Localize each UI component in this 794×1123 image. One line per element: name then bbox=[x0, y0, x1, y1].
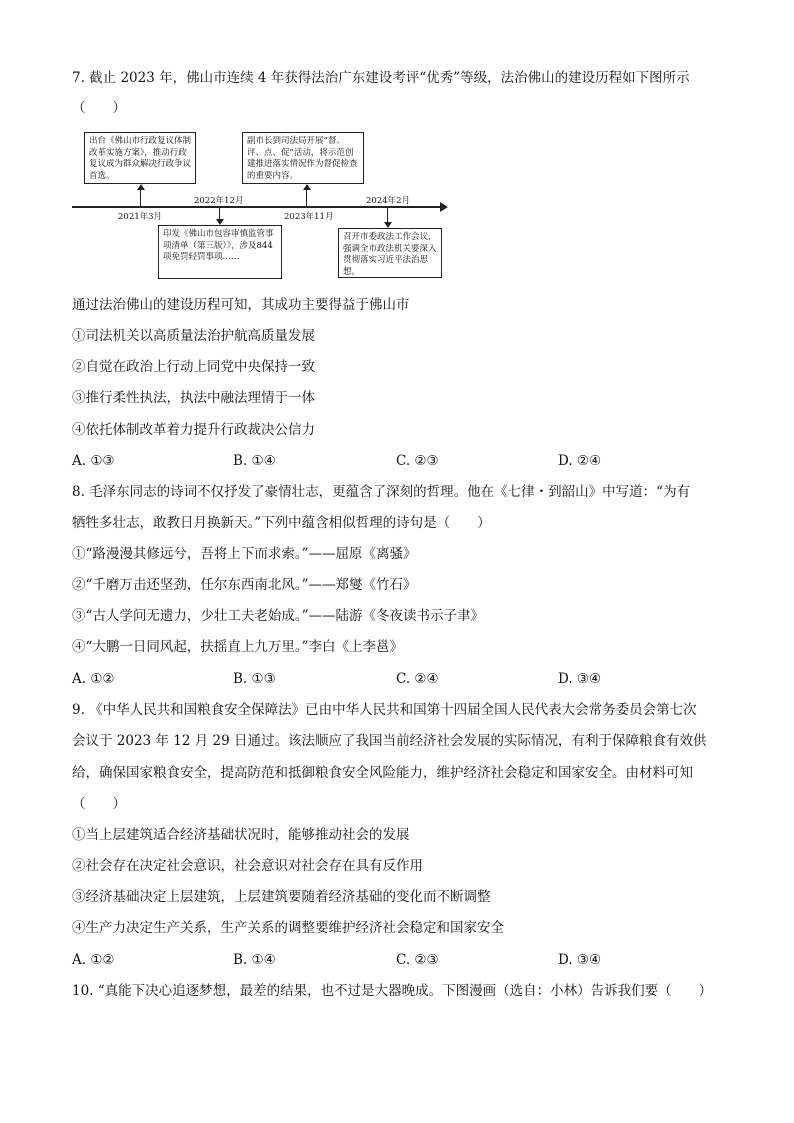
q8-item-1: ①“路漫漫其修远兮，吾将上下而求索。”——屈原《离骚》 bbox=[72, 546, 417, 562]
timeline-arrow-2023 bbox=[303, 184, 311, 190]
timeline-stem-2021 bbox=[140, 188, 141, 206]
q8-option-a[interactable]: A. ①② bbox=[72, 671, 115, 687]
q7-item-4: ④依托体制改革着力提升行政裁决公信力 bbox=[72, 422, 315, 438]
q7-item-3: ③推行柔性执法，执法中融法理情于一体 bbox=[72, 390, 315, 406]
q8-stem-line2: 牺牲多壮志，敢教日月换新天。”下列中蕴含相似哲理的诗句是（ ） bbox=[72, 515, 491, 531]
q9-option-a[interactable]: A. ①② bbox=[72, 952, 115, 968]
q8-stem-line1: 8. 毛泽东同志的诗词不仅抒发了豪情壮志，更蕴含了深刻的哲理。他在《七律・到韶山》中写道：“为有 bbox=[72, 484, 691, 500]
timeline-stem-2023 bbox=[306, 188, 307, 206]
q8-item-2: ②“千磨万击还坚劲，任尔东西南北风。”——郑燮《竹石》 bbox=[72, 577, 417, 593]
timeline-date-2021: 2021年3月 bbox=[118, 212, 163, 222]
q7-option-a[interactable]: A. ①③ bbox=[72, 453, 115, 469]
q9-stem-line4: （ ） bbox=[72, 796, 126, 812]
q7-option-b[interactable]: B. ①④ bbox=[233, 453, 276, 469]
q8-item-4: ④“大鹏一日同风起，扶摇直上九万里。”李白《上李邕》 bbox=[72, 639, 404, 655]
q9-option-b[interactable]: B. ①④ bbox=[233, 952, 276, 968]
q8-item-3: ③“古人学问无遗力，少壮工夫老始成。”——陆游《冬夜读书示子聿》 bbox=[72, 608, 485, 624]
timeline-arrow-2022 bbox=[216, 219, 224, 225]
timeline-box-2022: 印发《佛山市包容审慎监管事项清单（第三版）》，涉及844项免罚轻罚事项…… bbox=[158, 225, 282, 279]
q9-option-c[interactable]: C. ②③ bbox=[396, 952, 439, 968]
q7-prompt: 通过法治佛山的建设历程可知，其成功主要得益于佛山市 bbox=[72, 297, 410, 313]
timeline-axis bbox=[72, 206, 440, 208]
q9-item-4: ④生产力决定生产关系，生产关系的调整要维护经济社会稳定和国家安全 bbox=[72, 920, 504, 936]
q10-stem-line1: 10. “真能下决心追逐梦想，最差的结果，也不过是大器晚成。下图漫画（选自：小林）告诉我们要（ ） bbox=[72, 983, 713, 999]
q8-option-d[interactable]: D. ③④ bbox=[558, 671, 602, 687]
q8-option-c[interactable]: C. ②④ bbox=[396, 671, 439, 687]
q9-stem-line2: 会议于 2023 年 12 月 29 日通过。该法顺应了我国当前经济社会发展的实际情况，有利于保障粮食有效供 bbox=[72, 733, 707, 749]
q9-item-3: ③经济基础决定上层建筑，上层建筑要随着经济基础的变化而不断调整 bbox=[72, 889, 491, 905]
timeline-arrow-2021 bbox=[137, 184, 145, 190]
timeline-date-2022: 2022年12月 bbox=[194, 196, 244, 206]
q9-item-1: ①当上层建筑适合经济基础状况时，能够推动社会的发展 bbox=[72, 827, 410, 843]
timeline-axis-arrow bbox=[440, 202, 448, 212]
q7-item-1: ①司法机关以高质量法治护航高质量发展 bbox=[72, 328, 315, 344]
q9-stem-line3: 给，确保国家粮食安全，提高防范和抵御粮食安全风险能力，维护经济社会稳定和国家安全。由材料可知 bbox=[72, 765, 693, 781]
q9-option-d[interactable]: D. ③④ bbox=[558, 952, 602, 968]
timeline-box-2021: 出台《佛山市行政复议体制改革实施方案》，推动行政复议成为群众解决行政争议首选。 bbox=[84, 132, 196, 184]
q7-option-c[interactable]: C. ②③ bbox=[396, 453, 439, 469]
q9-stem-line1: 9. 《中华人民共和国粮食安全保障法》已由中华人民共和国第十四届全国人民代表大会常务委员会第七次 bbox=[72, 702, 697, 718]
q7-item-2: ②自觉在政治上行动上同党中央保持一致 bbox=[72, 359, 315, 375]
timeline-date-2023: 2023年11月 bbox=[284, 212, 334, 222]
timeline-box-2024: 召开市委政法工作会议，强调全市政法机关要深入贯彻落实习近平法治思想。 bbox=[338, 228, 442, 278]
q9-item-2: ②社会存在决定社会意识，社会意识对社会存在具有反作用 bbox=[72, 858, 423, 874]
q7-stem-line1: 7. 截止 2023 年，佛山市连续 4 年获得法治广东建设考评“优秀”等级，法治佛山的建设历程如下图所示 bbox=[72, 70, 690, 86]
timeline-date-2024: 2024年2月 bbox=[366, 196, 411, 206]
q7-stem-line2: （ ） bbox=[72, 100, 126, 116]
q8-option-b[interactable]: B. ①③ bbox=[233, 671, 276, 687]
timeline-box-2023: 副市长到司法局开展“督、评、点、促”活动，将示范创建推进落实情况作为督促检查的重要内容。 bbox=[242, 132, 364, 184]
timeline-arrow-2024 bbox=[384, 222, 392, 228]
q7-option-d[interactable]: D. ②④ bbox=[558, 453, 602, 469]
timeline-stem-2024 bbox=[387, 207, 388, 223]
